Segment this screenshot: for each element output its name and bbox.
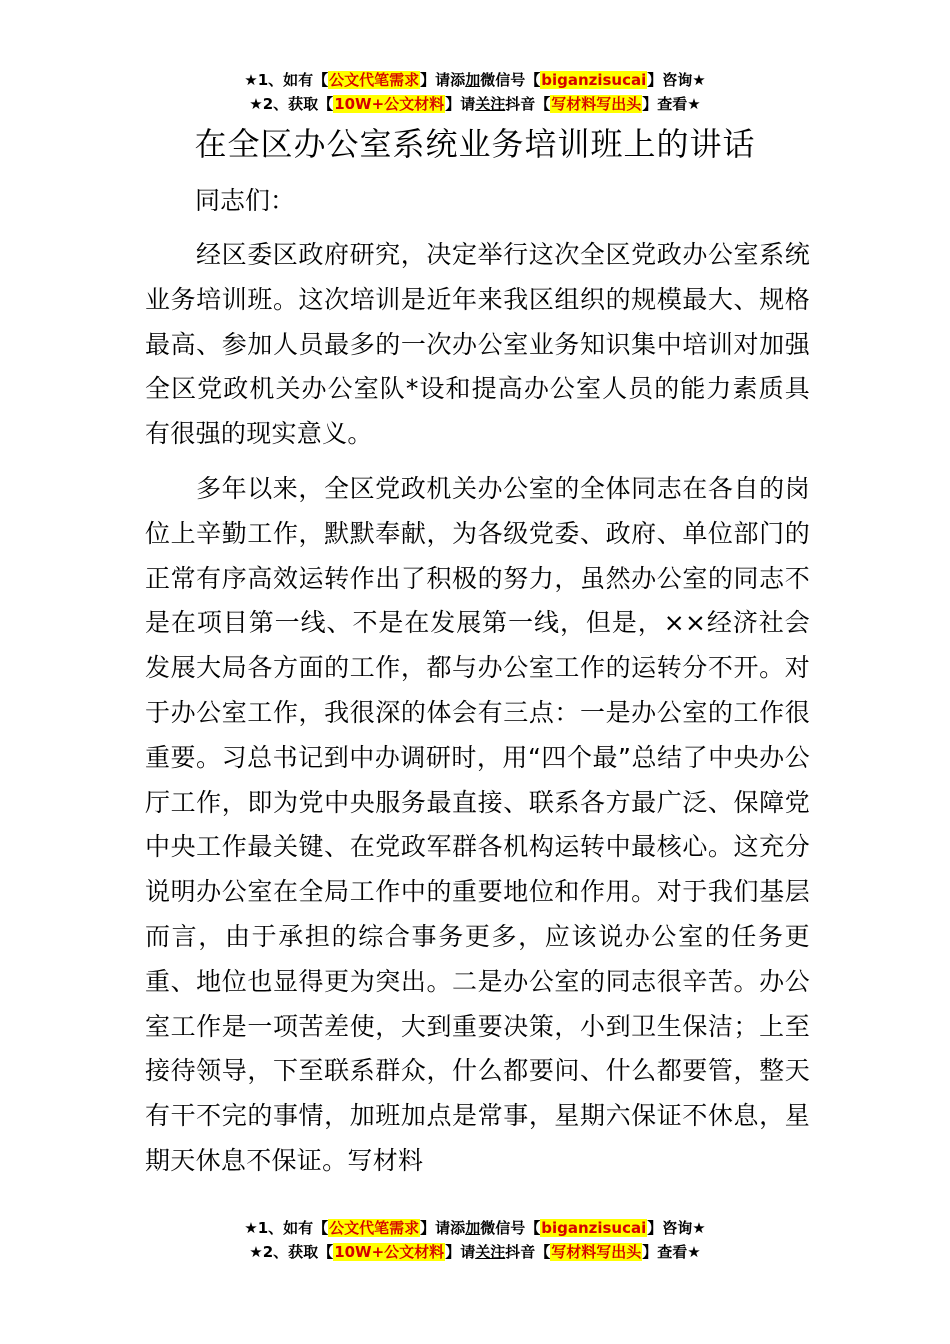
banner-highlight: 10W+公文材料 — [334, 1243, 445, 1261]
banner-text: ★1、如有【 — [244, 1219, 329, 1237]
banner-text: ★2、获取【 — [249, 1243, 334, 1261]
footer-banner — [0, 1216, 950, 1264]
banner-line-1 — [0, 1216, 950, 1240]
document-title: 在全区办公室系统业务培训班上的讲话 — [194, 125, 756, 163]
paragraph: 经区委区政府研究，决定举行这次全区党政办公室系统业务培训班。这次培训是近年来我区组织的规模最大、规格最高、参加人员最多的一次办公室业务知识集中培训对加强全区党政机关办公室队*设和提高办公室人员的能力素质具有很强的现实意义。 — [145, 240, 810, 449]
banner-highlight: 公文代笔需求 — [329, 71, 420, 89]
banner-wechat-id: biganzisucai — [541, 71, 647, 89]
banner-text: ★2、获取【 — [249, 95, 334, 113]
banner-text: 抖音【 — [505, 95, 551, 113]
banner-text: 】咨询★ — [647, 71, 706, 89]
banner-text: 】请添 — [420, 71, 466, 89]
salutation: 同志们： — [195, 186, 296, 215]
banner-douyin-id: 写材料写出头 — [551, 1243, 642, 1261]
document-body — [145, 233, 810, 1194]
banner-douyin-id: 写材料写出头 — [551, 95, 642, 113]
banner-underlined: 加 — [465, 71, 481, 89]
banner-text: 】请添 — [420, 1219, 466, 1237]
banner-text: 】查看★ — [642, 1243, 701, 1261]
banner-line-2 — [0, 1240, 950, 1264]
banner-text: 】查看★ — [642, 95, 701, 113]
banner-wechat-id: biganzisucai — [541, 1219, 647, 1237]
banner-highlight: 公文代笔需求 — [329, 1219, 420, 1237]
banner-underlined: 加 — [465, 1219, 481, 1237]
banner-line-2 — [0, 92, 950, 116]
banner-text: 抖音【 — [505, 1243, 551, 1261]
banner-line-1 — [0, 68, 950, 92]
banner-text: 微信号【 — [480, 71, 541, 89]
banner-text: 】咨询★ — [647, 1219, 706, 1237]
banner-text: 】请 — [445, 95, 476, 113]
banner-text: ★1、如有【 — [244, 71, 329, 89]
banner-underlined: 关注 — [475, 95, 506, 113]
banner-text: 微信号【 — [480, 1219, 541, 1237]
paragraph: 多年以来，全区党政机关办公室的全体同志在各自的岗位上辛勤工作，默默奉献，为各级党委、政府、单位部门的正常有序高效运转作出了积极的努力，虽然办公室的同志不是在项目第一线、不是在发展第一线，但是，××经济社会发展大局各方面的工作，都与办公室工作的运转分不开。对于办公室工作，我很深的体会有三点：一是办公室的工作很重要。习总书记到中办调研时，用“四个最”总结了中央办公厅工作，即为党中央服务最直接、联系各方最广泛、保障党中央工作最关键、在党政军群各机构运转中最核心。这充分说明办公室在全局工作中的重要地位和作用。对于我们基层而言，由于承担的综合事务更多，应该说办公室的任务更重、地位也显得更为突出。二是办公室的同志很辛苦。办公室工作是一项苦差使，大到重要决策，小到卫生保洁；上至接待领导，下至联系群众，什么都要问、什么都要管，整天有干不完的事情，加班加点是常事，星期六保证不休息，星期天休息不保证。写材料 — [145, 473, 810, 1175]
banner-underlined: 关注 — [475, 1243, 506, 1261]
banner-highlight: 10W+公文材料 — [334, 95, 445, 113]
header-banner — [0, 68, 950, 116]
banner-text: 】请 — [445, 1243, 476, 1261]
